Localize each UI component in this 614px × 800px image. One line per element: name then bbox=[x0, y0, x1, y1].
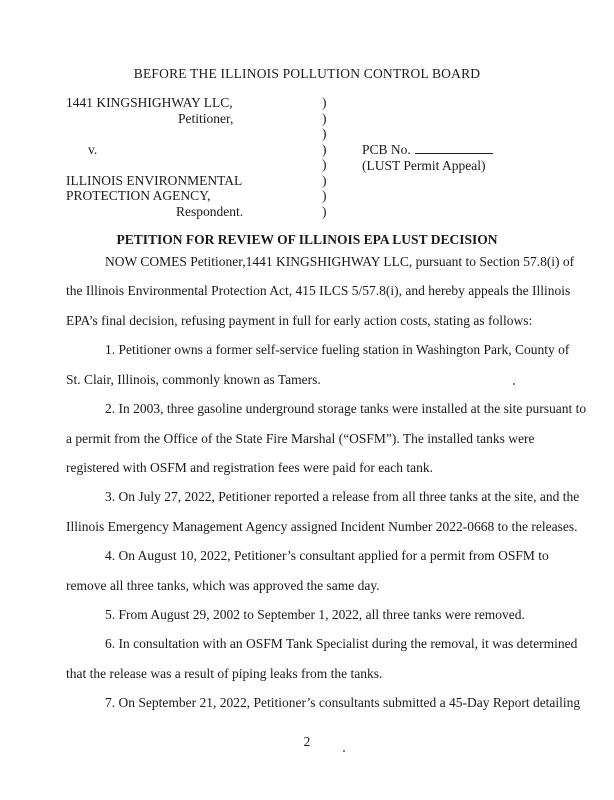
intro-line: NOW COMES Petitioner,1441 KINGSHIGHWAY LLC, pursuant to Section 57.8(i) of bbox=[105, 254, 575, 269]
scan-speck bbox=[343, 750, 345, 752]
paragraph-1-line: 1. Petitioner owns a former self-service fueling station in Washington Park, County of bbox=[105, 342, 570, 357]
petition-title: PETITION FOR REVIEW OF ILLINOIS EPA LUST DECISION bbox=[116, 232, 498, 247]
pcb-number-label: PCB No. bbox=[362, 142, 411, 157]
scan-speck bbox=[513, 383, 515, 385]
respondent-name-line-2: PROTECTION AGENCY, bbox=[66, 188, 211, 203]
paragraph-3-line: Illinois Emergency Management Agency assigned Incident Number 2022-0668 to the releases. bbox=[66, 519, 578, 534]
paragraph-3-line: 3. On July 27, 2022, Petitioner reported a release from all three tanks at the site, and the bbox=[105, 489, 580, 504]
respondent-role: Respondent. bbox=[176, 203, 244, 219]
respondent-name-line-1: ILLINOIS ENVIRONMENTAL bbox=[66, 172, 243, 188]
petitioner-role: Petitioner, bbox=[178, 110, 234, 126]
intro-line: the Illinois Environmental Protection Act, 415 ILCS 5/57.8(i), and hereby appeals the Illinois bbox=[66, 283, 571, 298]
caption-parentheses bbox=[322, 95, 327, 219]
paragraph-2-line: registered with OSFM and registration fees were paid for each tank. bbox=[66, 460, 434, 475]
paragraph-7-line: 7. On September 21, 2022, Petitioner’s consultants submitted a 45-Day Report detailing bbox=[105, 695, 581, 710]
caption-paren: ) bbox=[322, 203, 327, 219]
caption-paren: ) bbox=[322, 157, 327, 172]
caption-paren: ) bbox=[322, 188, 327, 203]
caption-paren: ) bbox=[322, 95, 327, 110]
paragraph-5-line: 5. From August 29, 2002 to September 1, 2022, all three tanks were removed. bbox=[105, 607, 525, 622]
paragraph-2-line: a permit from the Office of the State Fire Marshal (“OSFM”). The installed tanks were bbox=[66, 431, 535, 446]
intro-line: EPA’s final decision, refusing payment in full for early action costs, stating as follows: bbox=[66, 313, 533, 328]
caption-paren: ) bbox=[322, 141, 327, 157]
caption-paren: ) bbox=[322, 110, 327, 126]
board-heading: BEFORE THE ILLINOIS POLLUTION CONTROL BOARD bbox=[133, 66, 481, 81]
paragraph-2-line: 2. In 2003, three gasoline underground storage tanks were installed at the site pursuant to bbox=[105, 401, 587, 416]
paragraph-4-line: 4. On August 10, 2022, Petitioner’s consultant applied for a permit from OSFM to bbox=[105, 548, 549, 563]
case-caption-parties bbox=[66, 95, 243, 219]
paragraph-6-line: 6. In consultation with an OSFM Tank Specialist during the removal, it was determined bbox=[105, 636, 578, 651]
case-type: (LUST Permit Appeal) bbox=[362, 157, 486, 173]
case-number-block bbox=[362, 142, 493, 173]
caption-paren: ) bbox=[322, 126, 327, 141]
paragraph-6-line: that the release was a result of piping leaks from the tanks. bbox=[66, 666, 383, 681]
pcb-number-blank bbox=[415, 142, 493, 154]
page-number: 2 bbox=[303, 734, 311, 749]
caption-paren: ) bbox=[322, 172, 327, 188]
petitioner-name: 1441 KINGSHIGHWAY LLC, bbox=[66, 95, 233, 110]
paragraph-1-line: St. Clair, Illinois, commonly known as Tamers. bbox=[66, 372, 321, 387]
versus-label: v. bbox=[88, 141, 98, 157]
paragraph-4-line: remove all three tanks, which was approved the same day. bbox=[66, 578, 380, 593]
